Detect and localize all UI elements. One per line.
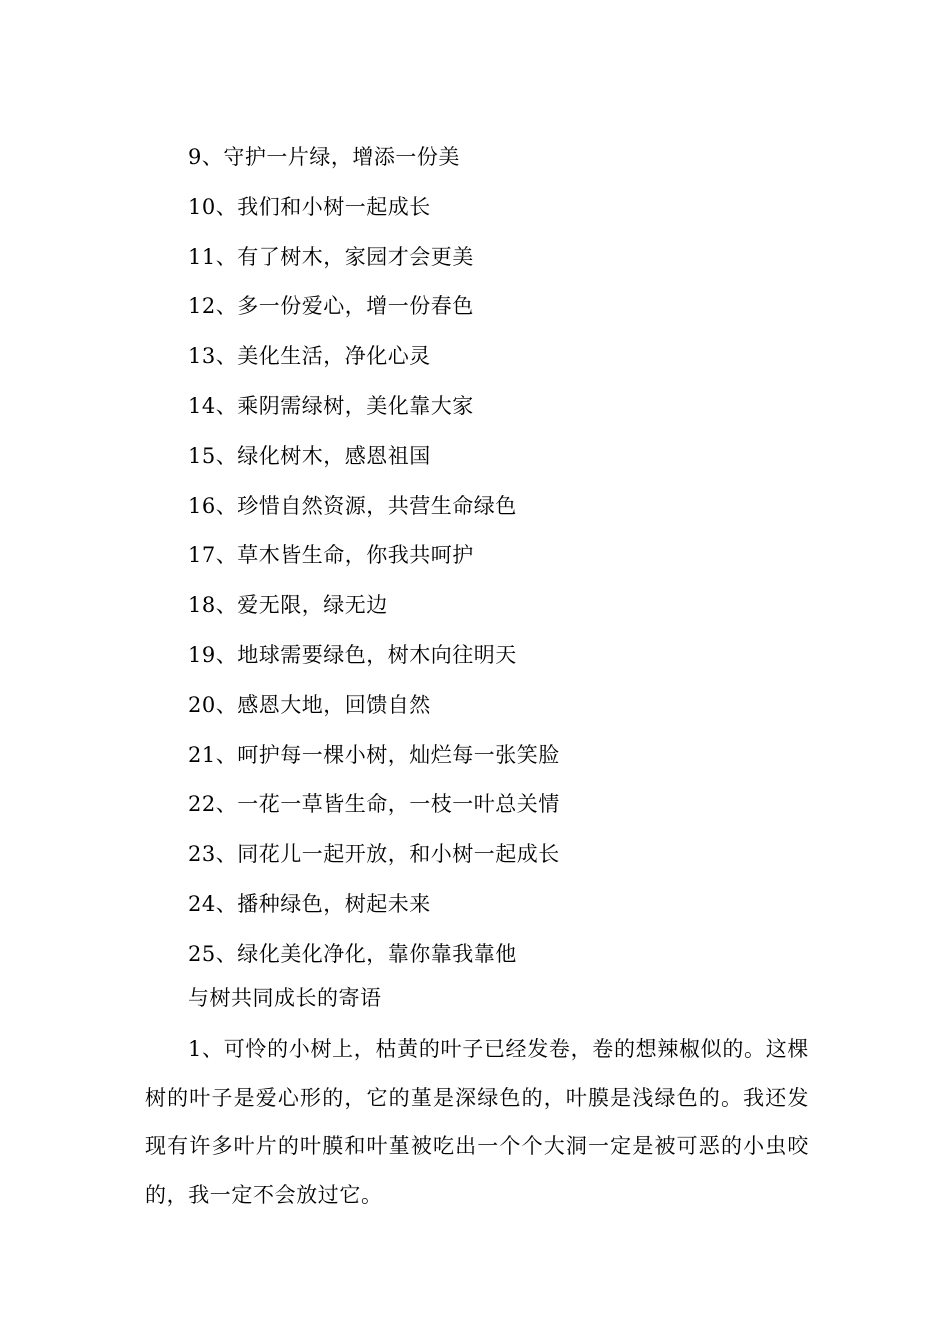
list-item: 12、多一份爱心，增一份春色 [188, 294, 474, 319]
list-item: 14、乘阴需绿树，美化靠大家 [188, 393, 474, 418]
list-item: 17、草木皆生命，你我共呵护 [188, 543, 474, 568]
list-item: 21、呵护每一棵小树，灿烂每一张笑脸 [188, 742, 560, 767]
body-paragraph: 1、可怜的小树上，枯黄的叶子已经发卷，卷的想辣椒似的。这棵树的叶子是爱心形的，它的堇是深绿色的，叶膜是浅绿色的。我还发现有许多叶片的叶膜和叶堇被吃出一个个大洞一定是被可恶的小虫咬的，我一定不会放过它。 [145, 1037, 809, 1207]
list-item: 25、绿化美化净化，靠你靠我靠他 [188, 941, 517, 966]
list-item: 15、绿化树木，感恩祖国 [188, 443, 431, 468]
list-item: 9、守护一片绿，增添一份美 [188, 145, 460, 169]
list-item: 16、珍惜自然资源，共营生命绿色 [188, 493, 517, 518]
list-item: 23、同花儿一起开放，和小树一起成长 [188, 842, 560, 867]
list-item: 18、爱无限，绿无边 [188, 593, 388, 618]
list-item: 10、我们和小树一起成长 [188, 194, 431, 219]
list-item: 24、播种绿色，树起未来 [188, 891, 431, 916]
slogan-list [188, 133, 560, 980]
list-item: 22、一花一草皆生命，一枝一叶总关情 [188, 792, 560, 817]
list-item: 11、有了树木，家园才会更美 [188, 244, 474, 269]
section-heading: 与树共同成长的寄语 [188, 986, 382, 1010]
list-item: 13、美化生活，净化心灵 [188, 344, 431, 369]
list-item: 19、地球需要绿色，树木向往明天 [188, 642, 517, 667]
list-item: 20、感恩大地，回馈自然 [188, 692, 431, 717]
